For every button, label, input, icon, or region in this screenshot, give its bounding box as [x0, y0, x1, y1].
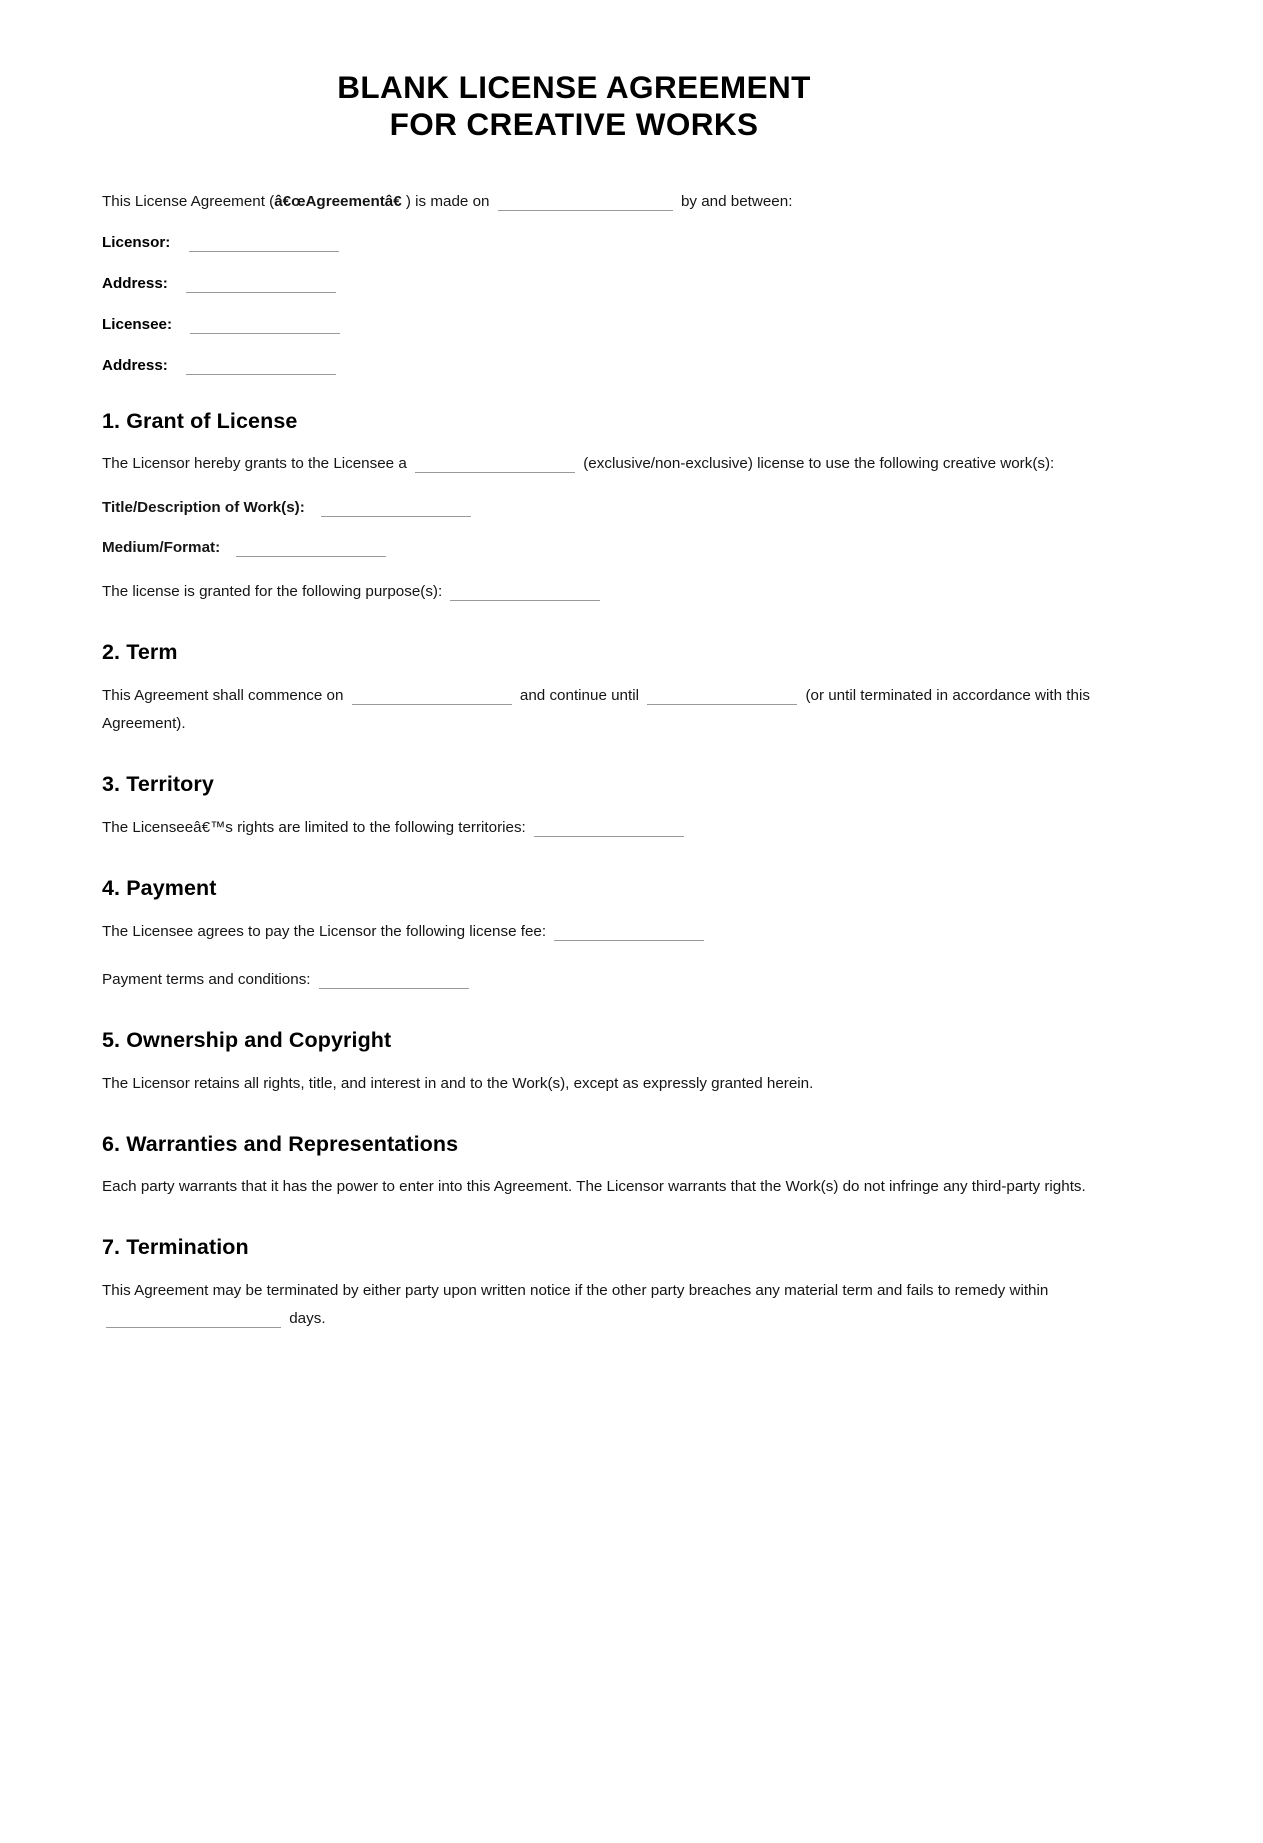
blank-term-end-date[interactable]	[647, 687, 797, 705]
territory-text: The Licenseeâ€™s rights are limited to the following territories:	[102, 819, 526, 837]
field-row-licensor-address	[102, 275, 1162, 293]
field-label-licensee-address: Address:	[102, 356, 168, 374]
license-purpose-paragraph	[102, 578, 1162, 606]
termination-text-after: days.	[289, 1310, 326, 1328]
section-heading-6: 6. Warranties and Representations	[102, 1131, 459, 1156]
blank-license-purpose[interactable]	[450, 583, 600, 601]
term-text-before: This Agreement shall commence on	[102, 687, 344, 705]
blank-agreement-date[interactable]	[498, 193, 673, 211]
document-title-line-2: FOR CREATIVE WORKS	[389, 105, 759, 142]
intro-text-before: This License Agreement (	[102, 192, 275, 210]
license-purpose-text: The license is granted for the following purpose(s):	[102, 583, 443, 601]
license-fee-paragraph	[102, 918, 1162, 946]
grant-paragraph	[102, 450, 1162, 478]
payment-terms-text: Payment terms and conditions:	[102, 970, 311, 988]
warranties-body: Each party warrants that it has the power to enter into this Agreement. The Licensor warrants that the Work(s) do not infringe any third-party rights.	[102, 1178, 1086, 1196]
section-heading-5: 5. Ownership and Copyright	[102, 1027, 392, 1052]
section-warranties-and-representations	[102, 1132, 1162, 1202]
blank-territories[interactable]	[534, 819, 684, 837]
section-payment	[102, 876, 1162, 994]
section-grant-of-license	[102, 409, 1162, 607]
section-heading-4: 4. Payment	[102, 876, 217, 901]
blank-work-medium[interactable]	[236, 539, 386, 557]
field-label-licensor: Licensor:	[102, 233, 171, 251]
field-row-licensor	[102, 234, 1162, 252]
intro-text-after: by and between:	[680, 192, 793, 210]
term-text-after: (or until terminated in accordance with this Agreement).	[102, 687, 1090, 733]
blank-licensee-name[interactable]	[190, 316, 340, 334]
section-term	[102, 640, 1162, 738]
party-fields	[102, 234, 1162, 375]
intro-paragraph	[102, 188, 1162, 216]
work-title-field	[102, 498, 1162, 518]
section-ownership-and-copyright	[102, 1028, 1162, 1098]
document-title	[84, 0, 1064, 143]
work-medium-field	[102, 538, 1162, 558]
blank-licensor-name[interactable]	[189, 234, 339, 252]
label-work-medium: Medium/Format:	[102, 539, 221, 557]
payment-terms-paragraph	[102, 966, 1162, 994]
termination-body	[102, 1277, 1162, 1333]
section-heading-1: 1. Grant of License	[102, 408, 298, 433]
blank-licensee-address[interactable]	[186, 357, 336, 375]
section-heading-2: 2. Term	[102, 640, 178, 665]
ownership-body: The Licensor retains all rights, title, and interest in and to the Work(s), except as expressly granted herein.	[102, 1074, 814, 1092]
blank-license-exclusivity[interactable]	[415, 455, 575, 473]
field-label-licensor-address: Address:	[102, 274, 168, 292]
term-paragraph	[102, 682, 1162, 738]
blank-payment-terms[interactable]	[319, 971, 469, 989]
section-territory	[102, 772, 1162, 842]
intro-text-middle: ) is made on	[405, 192, 490, 210]
field-label-licensee: Licensee:	[102, 315, 173, 333]
field-row-licensee-address	[102, 357, 1162, 375]
blank-license-fee[interactable]	[554, 923, 704, 941]
termination-text-before: This Agreement may be terminated by either party upon written notice if the other party breaches any material term and fails to remedy within	[102, 1282, 1049, 1300]
grant-text-before: The Licensor hereby grants to the Licensee a	[102, 455, 407, 473]
blank-remedy-days[interactable]	[106, 1310, 281, 1328]
blank-work-title[interactable]	[321, 499, 471, 517]
intro-quoted-term: â€œAgreementâ€	[274, 192, 406, 210]
section-heading-7: 7. Termination	[102, 1235, 249, 1260]
blank-term-start-date[interactable]	[352, 687, 512, 705]
license-fee-text: The Licensee agrees to pay the Licensor the following license fee:	[102, 922, 547, 940]
label-work-title: Title/Description of Work(s):	[102, 499, 305, 517]
section-termination	[102, 1235, 1162, 1333]
blank-licensor-address[interactable]	[186, 275, 336, 293]
document-content	[102, 0, 1162, 1333]
term-text-middle: and continue until	[519, 687, 639, 705]
document-title-line-1: BLANK LICENSE AGREEMENT	[337, 69, 811, 105]
territory-paragraph	[102, 814, 1162, 842]
grant-text-after: (exclusive/non-exclusive) license to use the following creative work(s):	[583, 455, 1055, 473]
section-heading-3: 3. Territory	[102, 772, 214, 797]
field-row-licensee	[102, 316, 1162, 334]
